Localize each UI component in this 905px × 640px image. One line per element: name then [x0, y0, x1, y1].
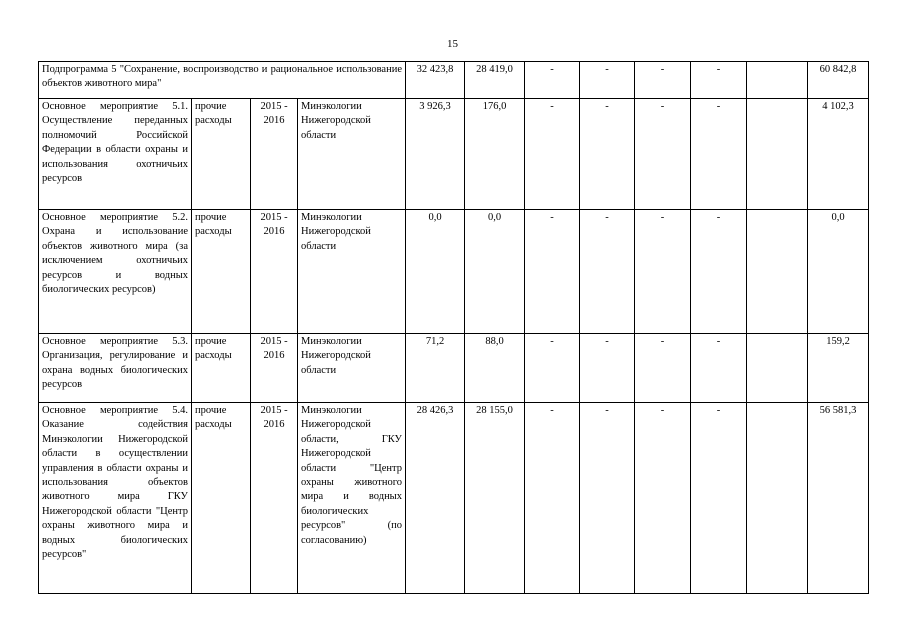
- cell-value: -: [525, 62, 580, 99]
- cell-value: -: [635, 210, 691, 334]
- cell-value: 0,0: [406, 210, 465, 334]
- expense-type: прочие расходы: [192, 99, 251, 210]
- table-row-activity: [39, 99, 869, 210]
- expense-type: прочие расходы: [192, 210, 251, 334]
- cell-total: 60 842,8: [808, 62, 869, 99]
- cell-value: -: [525, 210, 580, 334]
- cell-value: -: [580, 99, 635, 210]
- cell-value: 28 419,0: [465, 62, 525, 99]
- cell-value: [747, 210, 808, 334]
- table-row-subprogram: [39, 62, 869, 99]
- cell-value: 3 926,3: [406, 99, 465, 210]
- cell-value: 28 155,0: [465, 403, 525, 594]
- period: 2015 - 2016: [251, 403, 298, 594]
- subprogram-title: Подпрограмма 5 "Сохранение, воспроизводство и рациональное использование объектов животного мира": [39, 62, 406, 99]
- period: 2015 - 2016: [251, 334, 298, 403]
- cell-value: -: [635, 62, 691, 99]
- cell-value: -: [635, 403, 691, 594]
- cell-value: -: [580, 210, 635, 334]
- activity-name: Основное мероприятие 5.1. Осуществление переданных полномочий Российской Федерации в области охраны и использования охотничьих ресурсов: [39, 99, 192, 210]
- cell-total: 159,2: [808, 334, 869, 403]
- cell-value: -: [580, 334, 635, 403]
- cell-value: -: [580, 403, 635, 594]
- table-row-activity: [39, 403, 869, 594]
- executor: Минэкологии Нижегородской области: [298, 210, 406, 334]
- cell-value: 71,2: [406, 334, 465, 403]
- cell-value: -: [525, 99, 580, 210]
- cell-value: 0,0: [465, 210, 525, 334]
- cell-value: -: [691, 210, 747, 334]
- expense-type: прочие расходы: [192, 403, 251, 594]
- cell-value: 88,0: [465, 334, 525, 403]
- table-row-activity: [39, 334, 869, 403]
- period: 2015 - 2016: [251, 99, 298, 210]
- cell-total: 56 581,3: [808, 403, 869, 594]
- cell-value: [747, 62, 808, 99]
- activity-name: Основное мероприятие 5.4. Оказание содействия Минэкологии Нижегородской области в осуществлении управления в области охраны и использования объектов животного мира ГКУ Нижегородской области "Центр охраны животного мира и водных биологических ресурсов": [39, 403, 192, 594]
- activity-name: Основное мероприятие 5.3. Организация, регулирование и охрана водных биологических ресурсов: [39, 334, 192, 403]
- cell-total: 4 102,3: [808, 99, 869, 210]
- cell-value: 176,0: [465, 99, 525, 210]
- period: 2015 - 2016: [251, 210, 298, 334]
- cell-value: -: [691, 403, 747, 594]
- cell-value: -: [635, 334, 691, 403]
- cell-value: -: [691, 334, 747, 403]
- cell-value: 32 423,8: [406, 62, 465, 99]
- executor: Минэкологии Нижегородской области, ГКУ Нижегородской области "Центр охраны животного мира и водных биологических ресурсов" (по согласованию): [298, 403, 406, 594]
- cell-value: -: [580, 62, 635, 99]
- cell-value: -: [525, 334, 580, 403]
- budget-table: [38, 61, 869, 594]
- executor: Минэкологии Нижегородской области: [298, 334, 406, 403]
- expense-type: прочие расходы: [192, 334, 251, 403]
- cell-value: 28 426,3: [406, 403, 465, 594]
- cell-value: [747, 334, 808, 403]
- cell-value: -: [525, 403, 580, 594]
- table-row-activity: [39, 210, 869, 334]
- cell-value: -: [635, 99, 691, 210]
- executor: Минэкологии Нижегородской области: [298, 99, 406, 210]
- cell-value: -: [691, 99, 747, 210]
- cell-value: -: [691, 62, 747, 99]
- cell-total: 0,0: [808, 210, 869, 334]
- cell-value: [747, 99, 808, 210]
- cell-value: [747, 403, 808, 594]
- page-number: 15: [447, 38, 458, 50]
- activity-name: Основное мероприятие 5.2. Охрана и использование объектов животного мира (за исключением охотничьих ресурсов и водных биологических ресурсов): [39, 210, 192, 334]
